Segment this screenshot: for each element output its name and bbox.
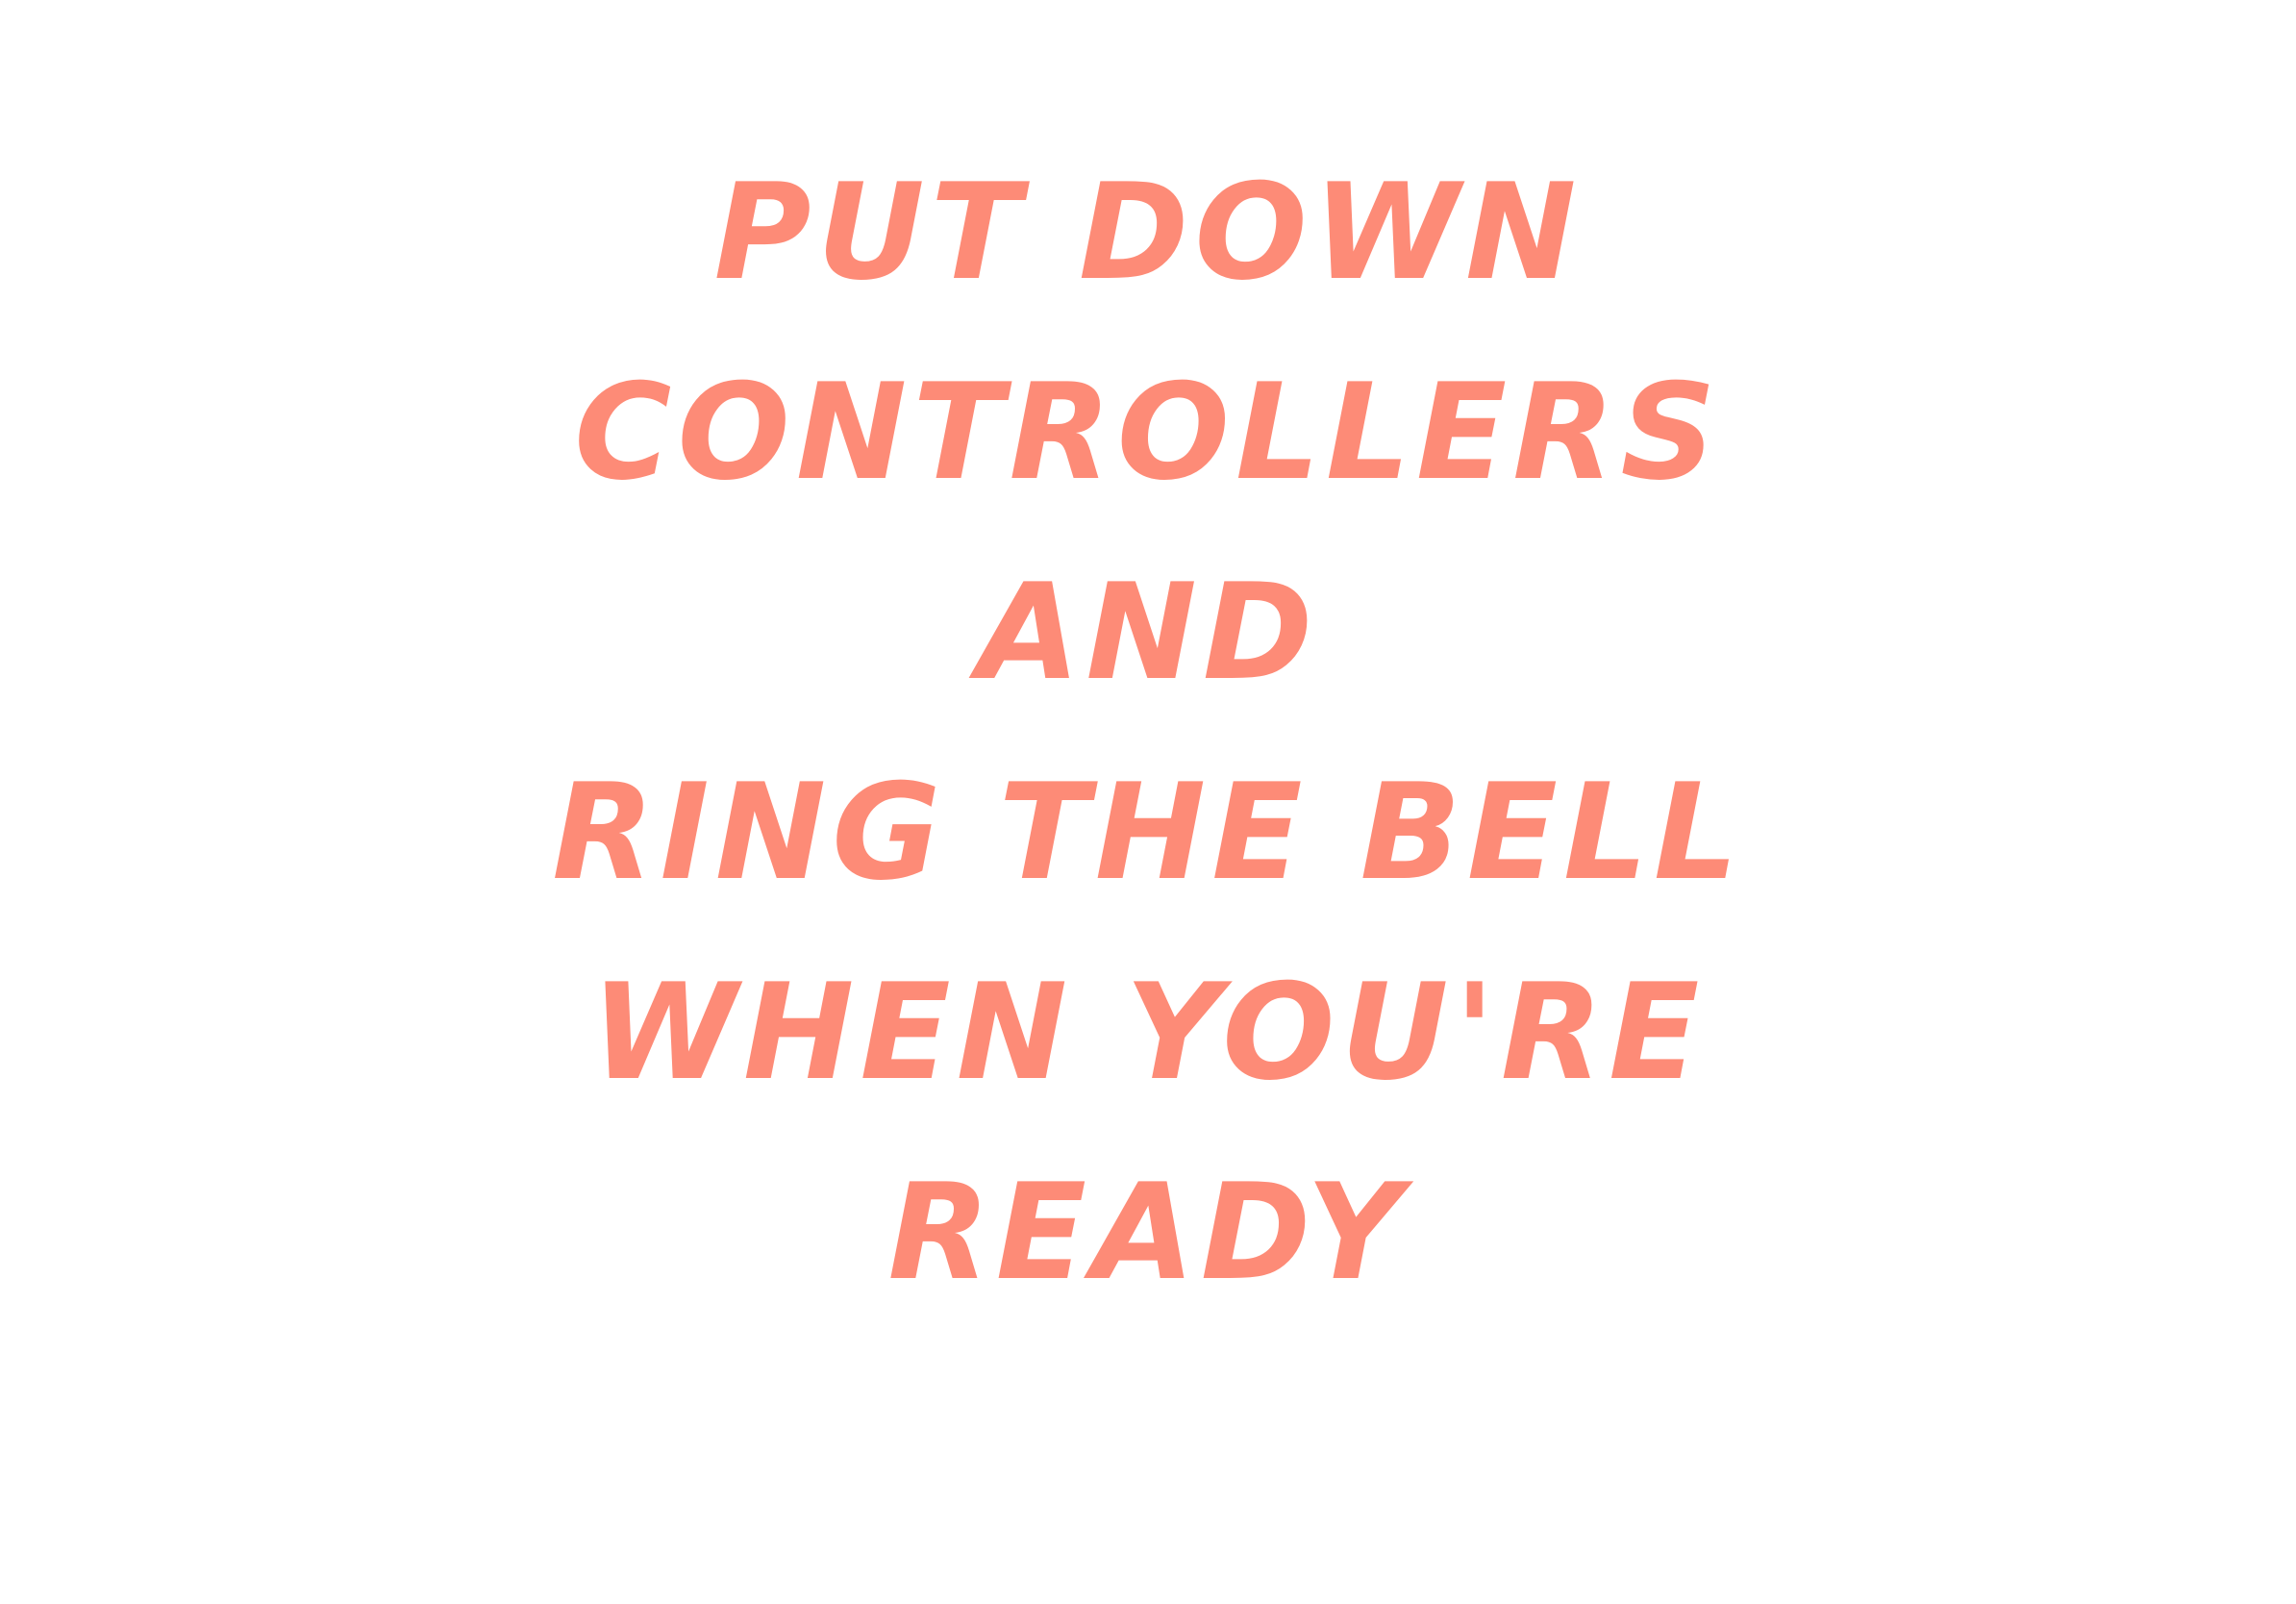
message-line-5: WHEN YOU'RE (590, 955, 1706, 1110)
message-line-6: READY (887, 1155, 1409, 1310)
message-line-1: PUT DOWN (713, 155, 1583, 310)
message-line-2: CONTROLLERS (574, 355, 1722, 510)
instruction-message (0, 133, 2296, 1333)
message-line-3: AND (977, 555, 1319, 710)
message-line-4: RING THE BELL (552, 755, 1744, 910)
